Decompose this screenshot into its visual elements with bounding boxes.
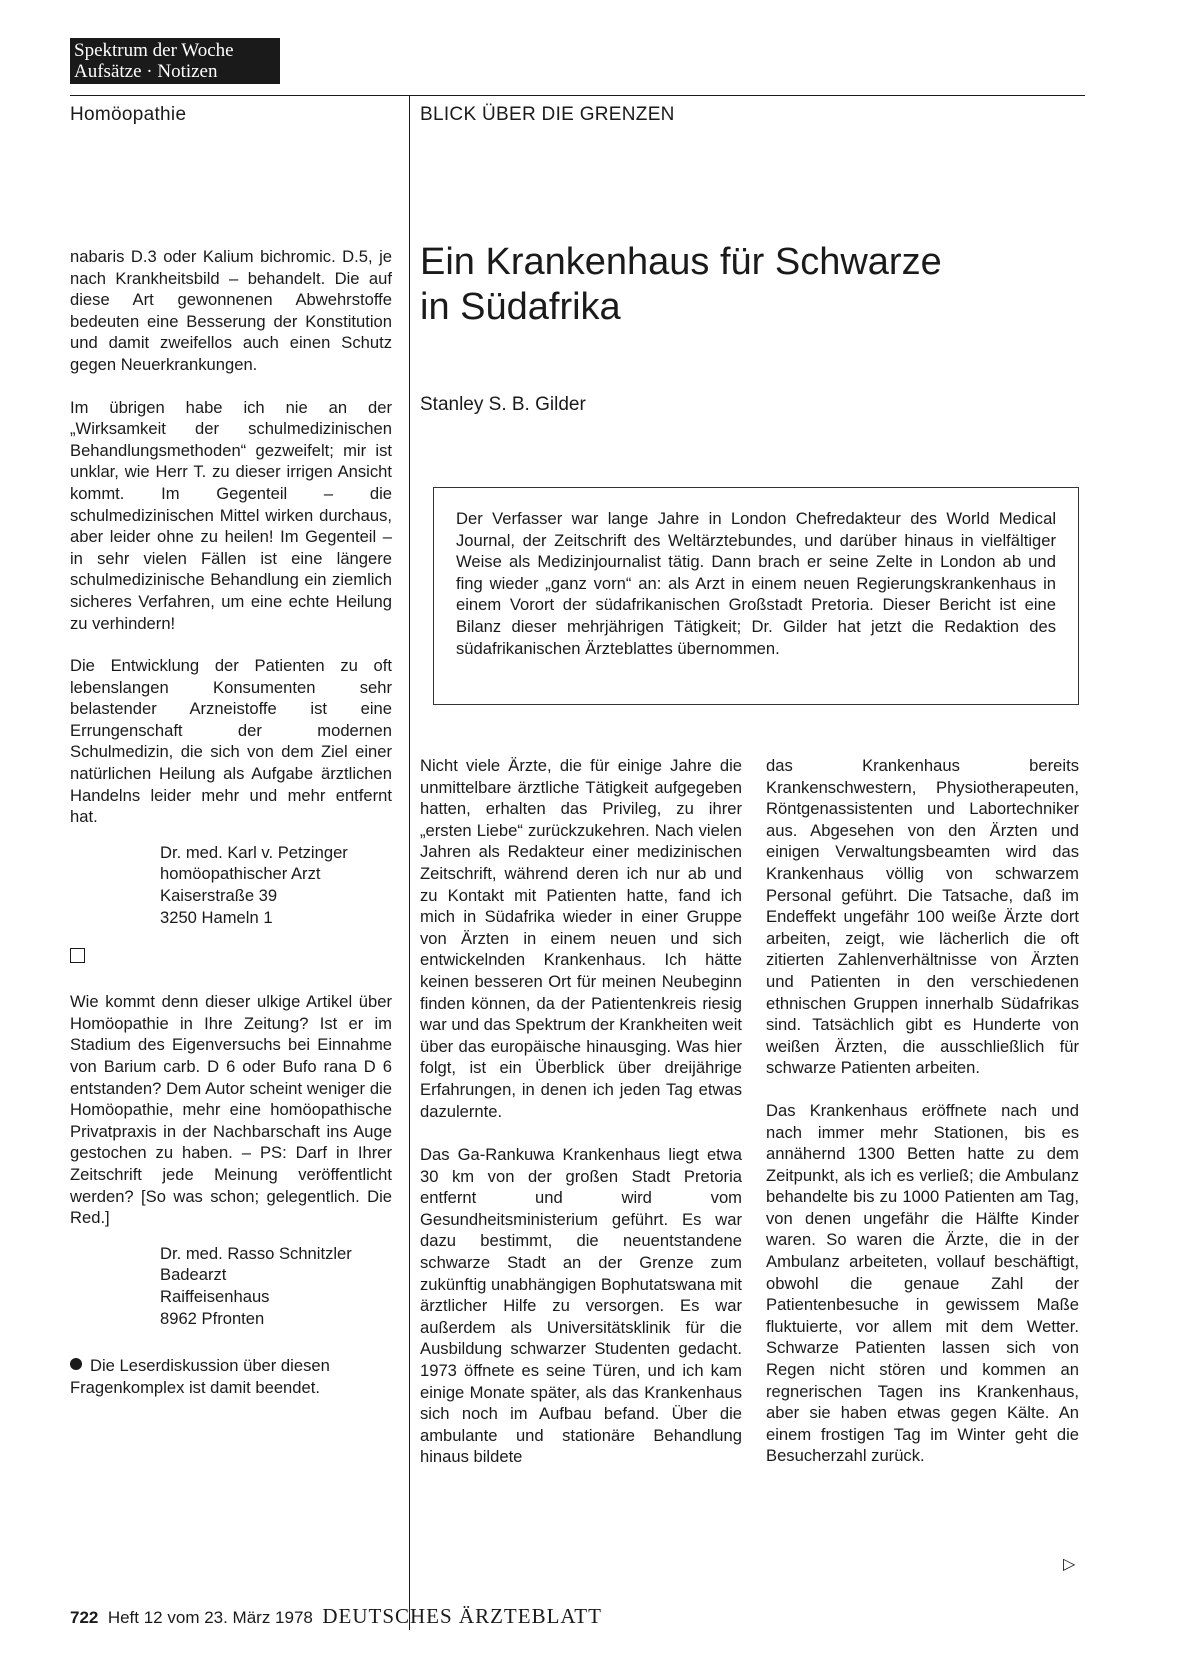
letter-paragraph-3: Die Entwicklung der Patienten zu oft lebenslangen Konsumenten sehr belastender Arzneistoffe ist eine Errungenschaft der modernen Schulmedizin, die sich von dem Ziel einer natürlichen Heilung als Aufgabe ärztlichen Handelns leider mehr und mehr entfernt hat. bbox=[70, 656, 392, 827]
closing-text: Die Leserdiskussion über diesen Fragenkomplex ist damit beendet. bbox=[70, 1356, 330, 1397]
article-paragraph-1: Nicht viele Ärzte, die für einige Jahre die unmittelbare ärztliche Tätigkeit aufgegeben hatten, erhalten das Privileg, zu ihrer „ersten Liebe“ zurückzukehren. Nach vielen Jahren als Redakteur einer medizinischen Zeitschrift, während deren ich nur ab und zu Kontakt mit Patienten hatte, fand ich mich in Südafrika wieder in einer Gruppe von Ärzten in einem neuen und sich entwickelnden Krankenhaus. Ich hätte keinen besseren Ort für meinen Neubeginn finden können, da der Patientenkreis riesig war und das Spektrum der Krankheiten weit über das europäische hinausging. Was hier folgt, ist ein Überblick über dreijährige Erfahrungen, in denen ich jeden Tag etwas dazulernte. bbox=[420, 756, 742, 1121]
page-number: 722 bbox=[70, 1608, 99, 1627]
signature-line: Dr. med. Karl v. Petzinger bbox=[160, 842, 348, 862]
section-blick: BLICK ÜBER DIE GRENZEN bbox=[420, 104, 675, 125]
article-column-middle bbox=[420, 755, 742, 1489]
signature-line: Dr. med. Rasso Schnitzler bbox=[160, 1243, 352, 1263]
continue-arrow-icon: ▷ bbox=[1063, 1556, 1076, 1573]
article-title bbox=[420, 240, 1080, 330]
tag-line-1: Spektrum der Woche bbox=[74, 40, 234, 61]
bullet-icon bbox=[70, 1358, 82, 1370]
signature-line: Raiffeisenhaus bbox=[160, 1286, 270, 1306]
section-tag bbox=[70, 38, 280, 84]
left-column bbox=[70, 246, 392, 1398]
column-divider bbox=[409, 95, 410, 1630]
article-column-right bbox=[766, 755, 1079, 1488]
letter-paragraph-4: Wie kommt denn dieser ulkige Artikel über Homöopathie in Ihre Zeitung? Ist er im Stadium des Eigenversuchs bei Einnahme von Barium carb. D 6 oder Bufo rana D 6 entstanden? Dem Autor scheint weniger die Homöopathie, mehr eine homöopathische Privatpraxis in der Nachbarschaft ins Auge gestochen zu haben. – PS: Darf in Ihrer Zeitschrift jede Meinung veröffentlicht werden? [So was schon; gelegentlich. Die Red.] bbox=[70, 992, 392, 1228]
signature-petzinger bbox=[70, 842, 392, 928]
issue-info: Heft 12 vom 23. März 1978 bbox=[107, 1608, 313, 1627]
author-name: Stanley S. B. Gilder bbox=[420, 394, 586, 415]
footer bbox=[70, 1604, 602, 1629]
article-paragraph-2: Das Ga-Rankuwa Krankenhaus liegt etwa 30 km von der großen Stadt Pretoria entfernt und wird vom Gesundheitsministerium geführt. Es war dazu bestimmt, die neuentstandene schwarze Stadt an der Grenze zum zukünftig unabhängigen Bophutatswana mit ärztlicher Hilfe zu versorgen. Es war außerdem als Universitätsklinik für die Ausbildung schwarzer Studenten gedacht. 1973 öffnete es seine Türen, und ich kam einige Monate später, als das Krankenhaus sich noch im Aufbau befand. Über die ambulante und stationäre Behandlung hinaus bildete bbox=[420, 1145, 742, 1467]
closing-note bbox=[70, 1355, 392, 1398]
signature-line: homöopathischer Arzt bbox=[160, 864, 321, 884]
top-rule-left bbox=[70, 95, 410, 96]
signature-line: 3250 Hameln 1 bbox=[160, 907, 273, 927]
top-rule-right bbox=[410, 95, 1085, 96]
signature-line: 8962 Pfronten bbox=[160, 1308, 265, 1328]
letter-paragraph-1: nabaris D.3 oder Kalium bichromic. D.5, je nach Krankheitsbild – behandelt. Die auf diese Art gewonnenen Abwehrstoffe bedeuten eine Besserung der Konstitution und damit zweifellos auch einen Schutz gegen Neuerkrankungen. bbox=[70, 247, 392, 374]
title-line-1: Ein Krankenhaus für Schwarze bbox=[420, 241, 942, 283]
tag-line-2: Aufsätze · Notizen bbox=[74, 61, 218, 82]
title-line-2: in Südafrika bbox=[420, 286, 621, 328]
article-paragraph-4: Das Krankenhaus eröffnete nach und nach immer mehr Stationen, bis es annähernd 1300 Betten hatte zu dem Zeitpunkt, als ich es verließ; die Ambulanz behandelte bis zu 1000 Patienten am Tag, von denen ungefähr die Hälfte Kinder waren. So waren die Ärzte, die in der Ambulanz arbeiteten, vollauf beschäftigt, obwohl die genaue Zahl der Patientenbesuche in gewissem Maße fluktuierte, vor allem mit dem Wetter. Schwarze Patienten lassen sich von Regen nicht stören und kommen an regnerischen Tagen ins Krankenhaus, aber sie haben etwas gegen Kälte. An einem frostigen Tag im Winter geht die Besucherzahl zurück. bbox=[766, 1100, 1079, 1466]
letter-paragraph-2: Im übrigen habe ich nie an der „Wirksamkeit der schulmedizinischen Behandlungsmethoden“ gezweifelt; mir ist unklar, wie Herr T. zu dieser irrigen Ansicht kommt. Im Gegenteil – die schulmedizinischen Mittel wirken durchaus, aber leider ohne zu heilen! Im Gegenteil – in sehr vielen Fällen ist eine längere schulmedizinische Behandlung ein ziemlich sicheres Verfahren, um eine echte Heilung zu verhindern! bbox=[70, 397, 392, 633]
section-homoeopathie: Homöopathie bbox=[70, 104, 187, 125]
article-paragraph-3: das Krankenhaus bereits Krankenschwestern, Physiotherapeuten, Röntgenassistenten und Labortechniker aus. Abgesehen von den Ärzten und einigen Verwaltungsbeamten wird das Krankenhaus völlig von schwarzem Personal geführt. Die Tatsache, daß im Endeffekt ungefähr 100 weiße Ärzte dort arbeiten, zeigt, wie lächerlich die oft zitierten Zahlenverhältnisse von Ärzten und Patienten in den verschiedenen ethnischen Gruppen innerhalb Südafrikas sind. Tatsächlich gibt es Hunderte von weißen Ärzten, die ausschließlich für schwarze Patienten arbeiten. bbox=[766, 756, 1079, 1078]
signature-schnitzler bbox=[70, 1243, 392, 1329]
end-square-icon bbox=[70, 948, 85, 963]
signature-line: Badearzt bbox=[160, 1265, 227, 1285]
abstract-box bbox=[433, 487, 1079, 705]
abstract-text: Der Verfasser war lange Jahre in London Chefredakteur des World Medical Journal, der Zeitschrift des Weltärztebundes, und darüber hinaus in vielfältiger Weise als Medizinjournalist tätig. Dann brach er seine Zelte in London ab und fing wieder „ganz vorn“ an: als Arzt in einem neuen Regierungskrankenhaus in einem Vorort der südafrikanischen Großstadt Pretoria. Dieser Bericht ist eine Bilanz dieser mehrjährigen Tätigkeit; Dr. Gilder hat jetzt die Redaktion des südafrikanischen Ärzteblattes übernommen. bbox=[456, 509, 1056, 658]
journal-name: DEUTSCHES ÄRZTEBLATT bbox=[322, 1604, 602, 1628]
signature-line: Kaiserstraße 39 bbox=[160, 886, 278, 906]
